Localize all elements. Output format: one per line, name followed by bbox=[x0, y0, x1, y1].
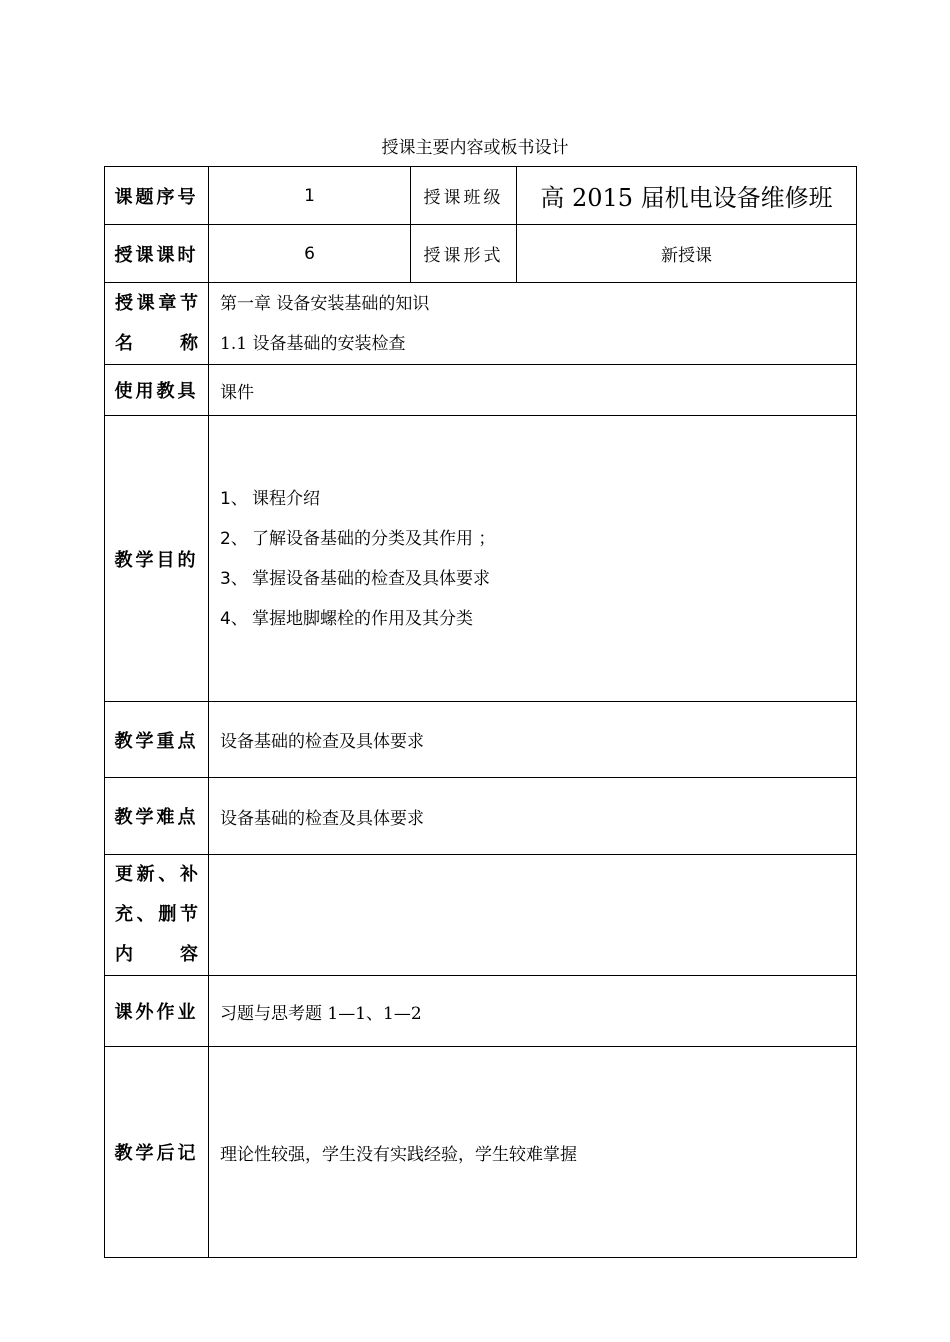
label-lesson-form: 授课形式 bbox=[411, 225, 517, 283]
label-update-line3: 内 容 bbox=[115, 944, 198, 965]
value-goals bbox=[209, 416, 857, 702]
row-reflection bbox=[105, 1047, 857, 1258]
label-tools: 使用教具 bbox=[105, 365, 209, 416]
label-lesson-number: 课题序号 bbox=[105, 167, 209, 225]
value-lesson-form: 新授课 bbox=[517, 225, 857, 283]
row-difficulty bbox=[105, 778, 857, 855]
label-homework: 课外作业 bbox=[105, 976, 209, 1047]
row-homework bbox=[105, 976, 857, 1047]
lesson-plan-table bbox=[104, 166, 857, 1258]
value-key-point: 设备基础的检查及具体要求 bbox=[209, 702, 857, 778]
label-lesson-hours: 授课课时 bbox=[105, 225, 209, 283]
row-lesson-number bbox=[105, 167, 857, 225]
value-lesson-hours: 6 bbox=[209, 225, 411, 283]
label-difficulty: 教学难点 bbox=[105, 778, 209, 855]
label-reflection: 教学后记 bbox=[105, 1047, 209, 1258]
value-reflection: 理论性较强，学生没有实践经验，学生较难掌握 bbox=[209, 1047, 857, 1258]
row-tools bbox=[105, 365, 857, 416]
value-chapter bbox=[209, 283, 857, 365]
goal-item-1: 1、 课程介绍 bbox=[220, 488, 320, 509]
label-chapter-line2: 名 称 bbox=[115, 332, 198, 354]
row-update bbox=[105, 855, 857, 976]
value-update bbox=[209, 855, 857, 976]
chapter-line2: 1.1 设备基础的安装检查 bbox=[220, 333, 406, 354]
label-chapter bbox=[105, 283, 209, 365]
label-key-point: 教学重点 bbox=[105, 702, 209, 778]
goal-item-2: 2、 了解设备基础的分类及其作用 ； bbox=[220, 528, 496, 549]
label-class: 授课班级 bbox=[411, 167, 517, 225]
chapter-line1: 第一章 设备安装基础的知识 bbox=[220, 293, 430, 314]
label-goals: 教学目的 bbox=[105, 416, 209, 702]
row-key-point bbox=[105, 702, 857, 778]
label-chapter-line1: 授课章节 bbox=[115, 292, 198, 314]
label-update bbox=[105, 855, 209, 976]
row-chapter bbox=[105, 283, 857, 365]
document-title: 授课主要内容或板书设计 bbox=[381, 138, 569, 158]
row-lesson-hours bbox=[105, 225, 857, 283]
label-update-line1: 更新、补 bbox=[115, 864, 198, 885]
value-class: 高 2015 届机电设备维修班 bbox=[517, 167, 857, 225]
goal-item-4: 4、 掌握地脚螺栓的作用及其分类 bbox=[220, 608, 473, 629]
goal-item-3: 3、 掌握设备基础的检查及具体要求 bbox=[220, 568, 490, 589]
value-difficulty: 设备基础的检查及具体要求 bbox=[209, 778, 857, 855]
value-tools: 课件 bbox=[209, 365, 857, 416]
value-homework: 习题与思考题 1—1、1—2 bbox=[209, 976, 857, 1047]
row-goals bbox=[105, 416, 857, 702]
value-lesson-number: 1 bbox=[209, 167, 411, 225]
label-update-line2: 充、删节 bbox=[115, 904, 198, 925]
